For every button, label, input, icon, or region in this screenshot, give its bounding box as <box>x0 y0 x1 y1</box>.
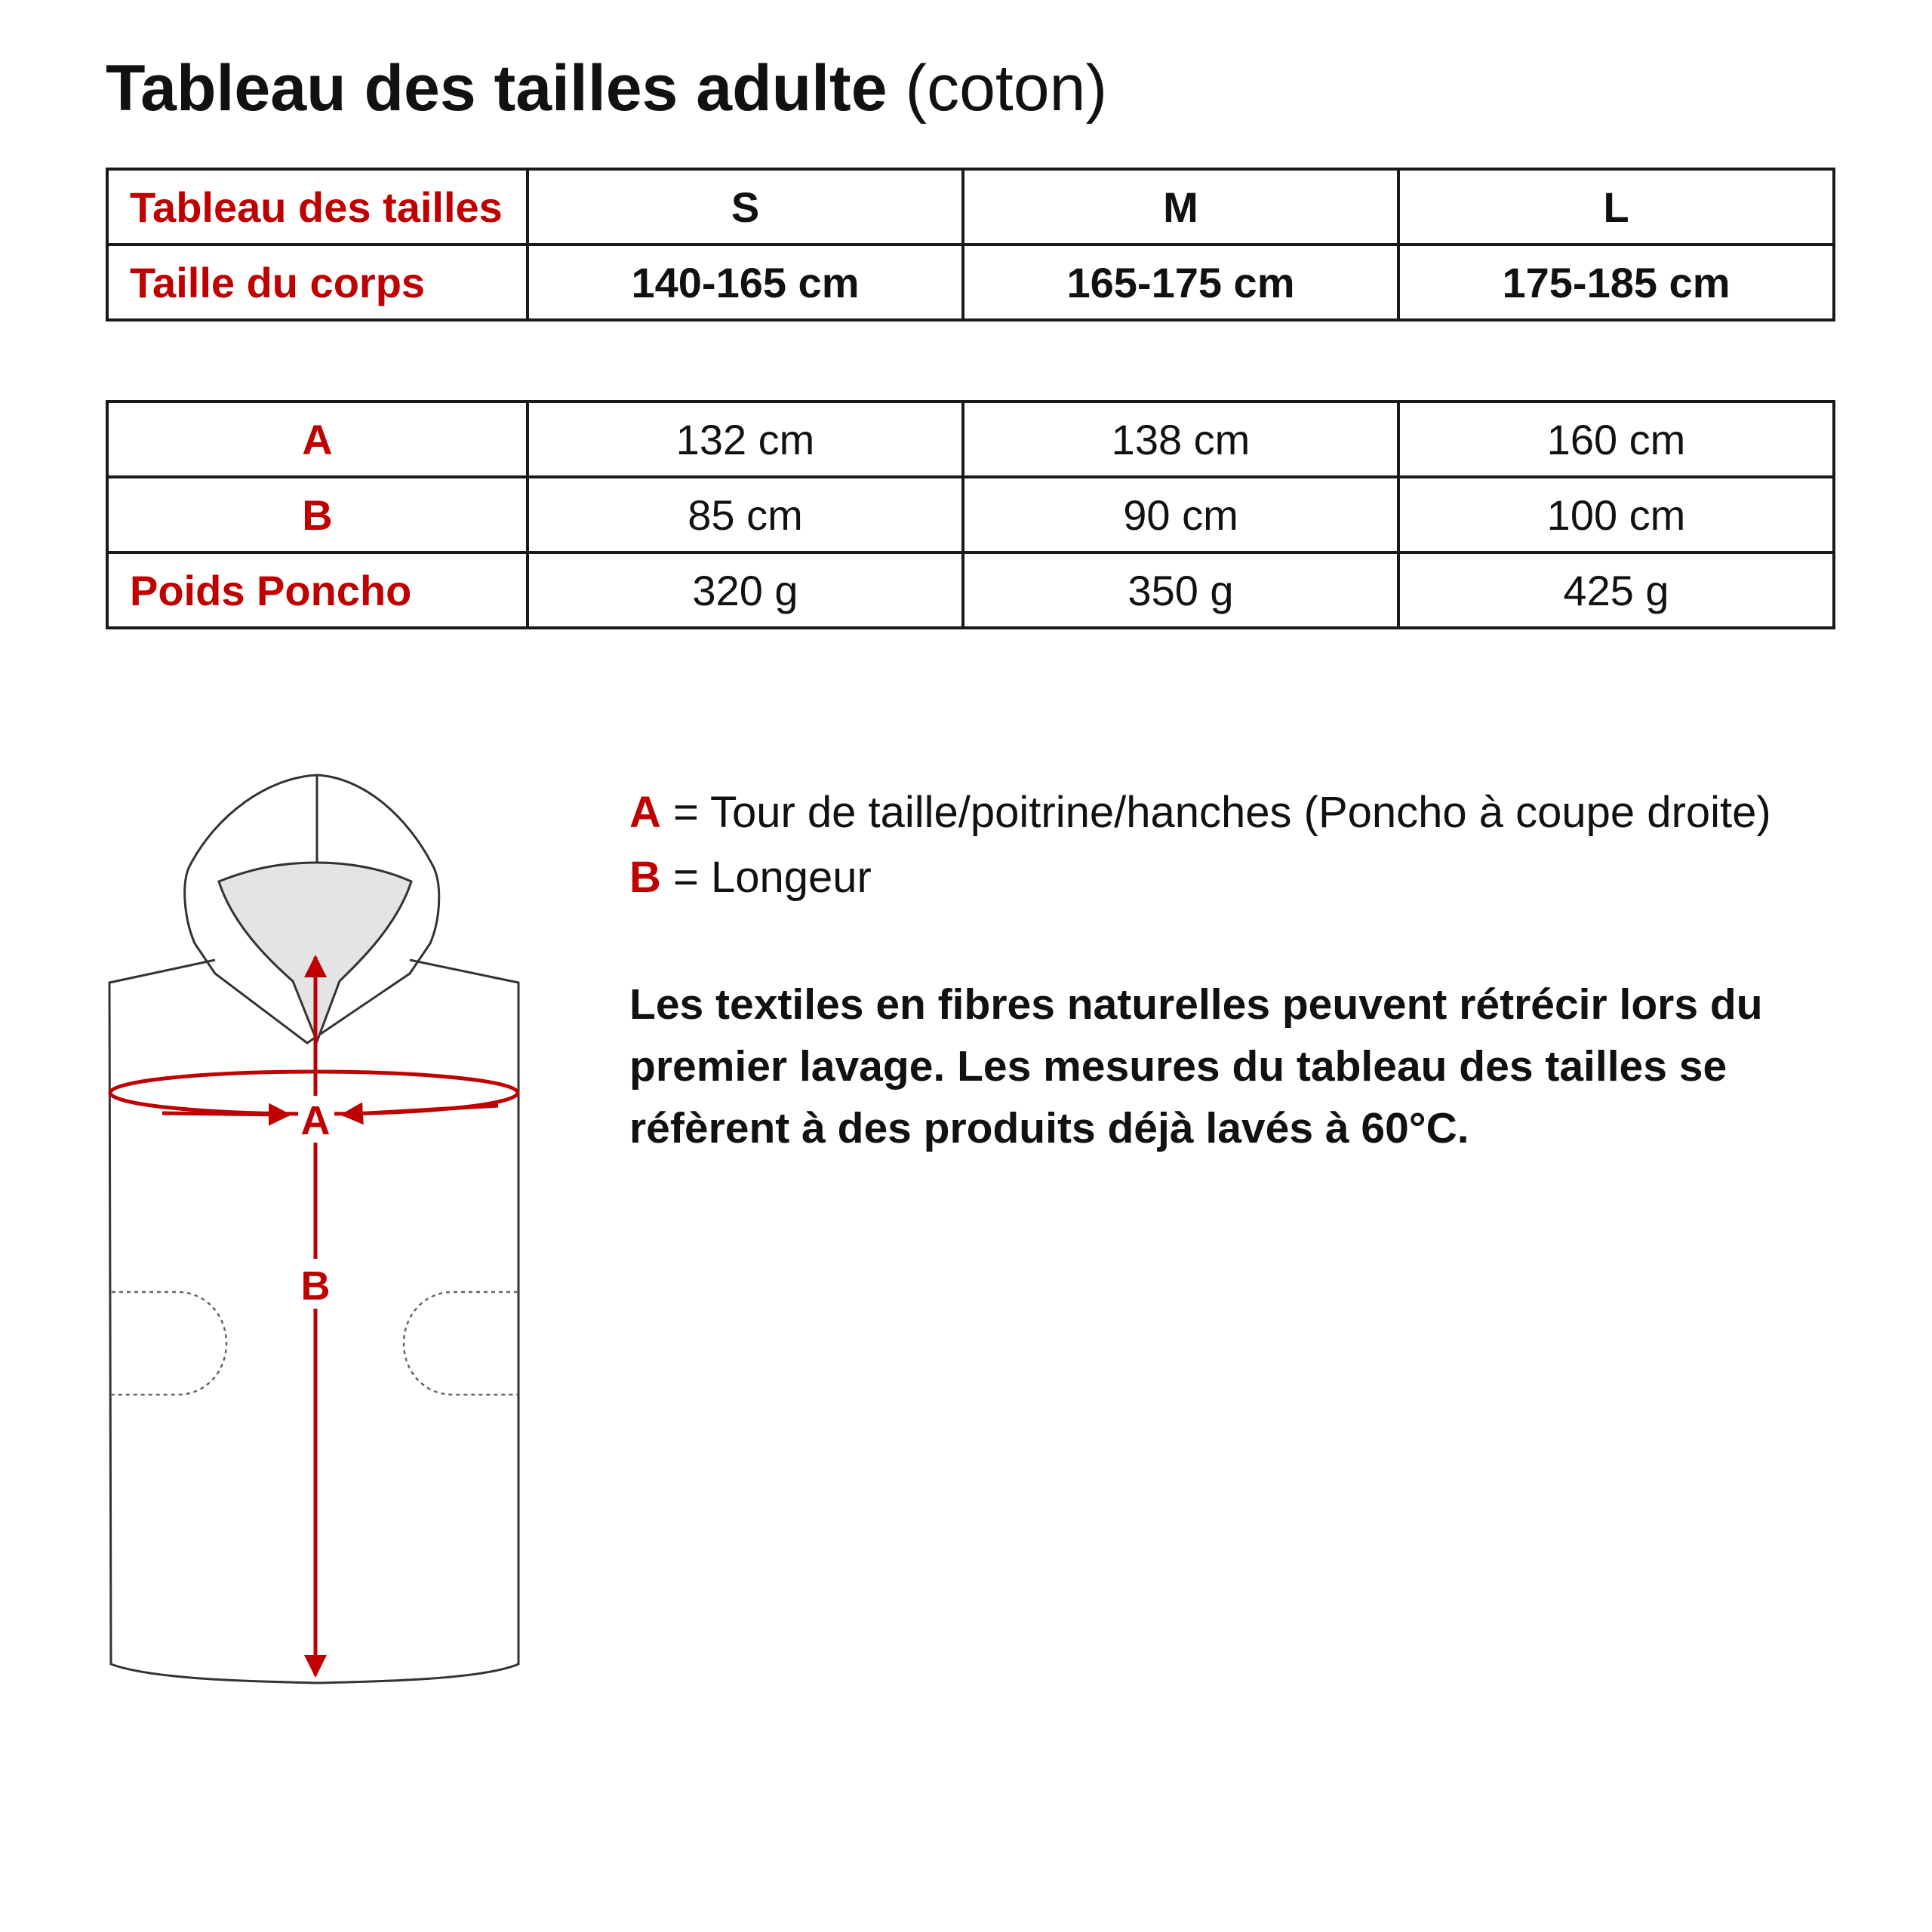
weight-s: 320 g <box>528 552 963 628</box>
size-column-l: L <box>1398 169 1834 245</box>
body-height-row <box>107 245 1834 320</box>
size-column-s: S <box>528 169 963 245</box>
legend-item-a <box>629 780 1771 845</box>
measure-a-label: A <box>107 401 528 477</box>
weight-l: 425 g <box>1398 552 1834 628</box>
measure-b-label: B <box>107 477 528 552</box>
legend-key-b: B <box>629 853 661 902</box>
measure-row-a <box>107 401 1834 477</box>
measure-b-m: 90 cm <box>963 477 1398 552</box>
diagram-label-b: B <box>300 1263 331 1309</box>
body-height-m: 165-175 cm <box>963 245 1398 320</box>
measure-b-s: 85 cm <box>528 477 963 552</box>
measure-a-l: 160 cm <box>1398 401 1834 477</box>
measure-row-b <box>107 477 1834 552</box>
weight-label: Poids Poncho <box>107 552 528 628</box>
size-table-header-row <box>107 169 1834 245</box>
measure-a-arrow-left <box>162 1113 289 1115</box>
legend-text-a: = Tour de taille/poitrine/hanches (Poncho à coupe droite) <box>660 788 1771 837</box>
weight-m: 350 g <box>963 552 1398 628</box>
size-column-m: M <box>963 169 1398 245</box>
pocket-left <box>112 1292 226 1395</box>
legend-text-b: = Longeur <box>660 853 872 902</box>
pocket-right <box>404 1292 518 1395</box>
diagram-label-a: A <box>300 1098 331 1143</box>
measurements-table <box>106 400 1835 629</box>
legend <box>629 780 1771 910</box>
poncho-diagram <box>98 762 536 1698</box>
measure-b-l: 100 cm <box>1398 477 1834 552</box>
body-height-s: 140-165 cm <box>528 245 963 320</box>
page-title <box>106 47 1107 130</box>
measure-a-s: 132 cm <box>528 401 963 477</box>
page-title-suffix: (coton) <box>905 52 1108 125</box>
legend-key-a: A <box>629 788 661 837</box>
body-height-label: Taille du corps <box>107 245 528 320</box>
measure-a-m: 138 cm <box>963 401 1398 477</box>
legend-item-b <box>629 845 1771 910</box>
body-height-l: 175-185 cm <box>1398 245 1834 320</box>
size-table-header-label: Tableau des tailles <box>107 169 528 245</box>
size-table <box>106 168 1835 321</box>
measure-a-arrow-right <box>343 1106 498 1115</box>
measure-row-weight <box>107 552 1834 628</box>
washing-note: Les textiles en fibres naturelles peuvent rétrécir lors du premier lavage. Les mesures du tableau des tailles se réfèrent à des produits déjà lavés à 60°C. <box>629 980 1763 1152</box>
page-title-main: Tableau des tailles adulte <box>106 52 888 125</box>
